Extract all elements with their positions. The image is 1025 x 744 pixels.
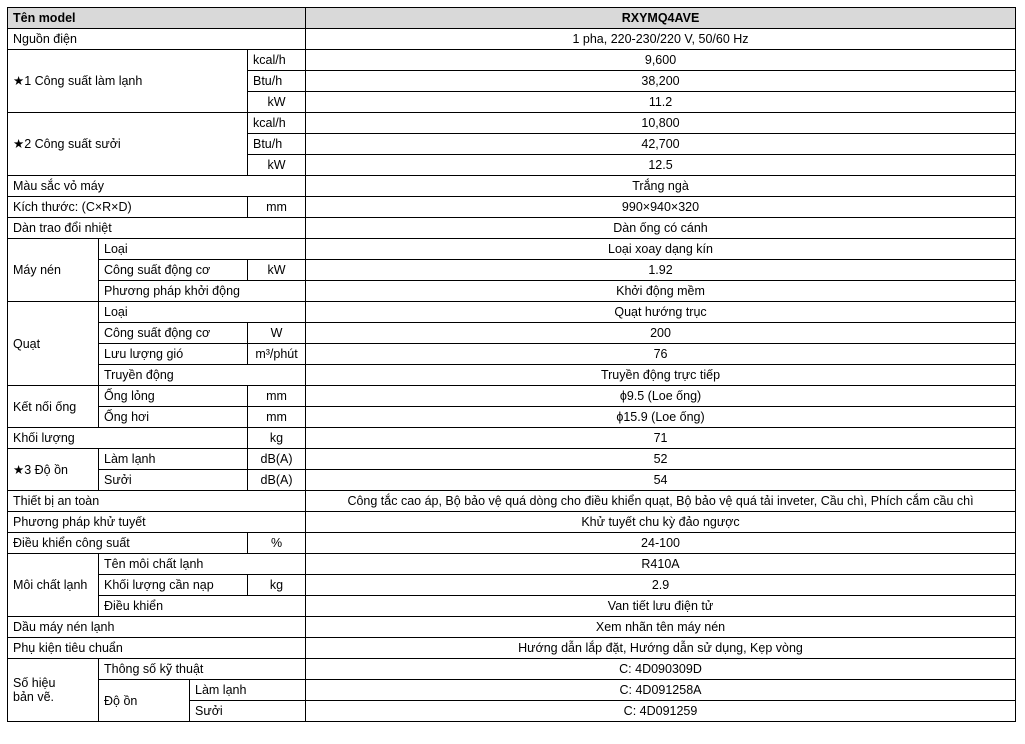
table-row xyxy=(8,512,1016,533)
unit-cell: dB(A) xyxy=(248,470,306,491)
row-label: Điều khiển công suất xyxy=(8,533,248,554)
group-label: Môi chất lạnh xyxy=(8,554,99,617)
unit-cell: mm xyxy=(248,407,306,428)
unit-cell: W xyxy=(248,323,306,344)
sub-label: Loại xyxy=(99,302,306,323)
drawing-label-line1: Số hiệu xyxy=(13,676,56,690)
row-label: Phương pháp khử tuyết xyxy=(8,512,306,533)
sub-label: Làm lạnh xyxy=(99,449,248,470)
sub-label: Khối lượng cần nạp xyxy=(99,575,248,596)
table-row xyxy=(8,554,1016,575)
table-row xyxy=(8,323,1016,344)
table-row xyxy=(8,428,1016,449)
sub-label: Sưởi xyxy=(190,701,306,722)
row-value: Quạt hướng trục xyxy=(306,302,1016,323)
row-label: Thiết bị an toàn xyxy=(8,491,306,512)
row-value: 52 xyxy=(306,449,1016,470)
row-value: 200 xyxy=(306,323,1016,344)
table-row xyxy=(8,29,1016,50)
table-row xyxy=(8,659,1016,680)
table-row xyxy=(8,449,1016,470)
row-value: ϕ15.9 (Loe ống) xyxy=(306,407,1016,428)
sub-label: Công suất động cơ xyxy=(99,323,248,344)
row-value: Loại xoay dạng kín xyxy=(306,239,1016,260)
table-row xyxy=(8,407,1016,428)
row-value: Truyền động trực tiếp xyxy=(306,365,1016,386)
row-value: 1.92 xyxy=(306,260,1016,281)
sub-label: Độ ồn xyxy=(99,680,190,722)
row-value: 10,800 xyxy=(306,113,1016,134)
unit-cell: mm xyxy=(248,197,306,218)
unit-cell: kg xyxy=(248,575,306,596)
row-label: Dàn trao đổi nhiệt xyxy=(8,218,306,239)
unit-cell: % xyxy=(248,533,306,554)
row-value: C: 4D091258A xyxy=(306,680,1016,701)
group-label: Kết nối ống xyxy=(8,386,99,428)
row-value: 38,200 xyxy=(306,71,1016,92)
unit-cell: m³/phút xyxy=(248,344,306,365)
table-row xyxy=(8,386,1016,407)
row-label: Khối lượng xyxy=(8,428,248,449)
table-row xyxy=(8,197,1016,218)
row-value: C: 4D091259 xyxy=(306,701,1016,722)
row-value: 24-100 xyxy=(306,533,1016,554)
group-label: Máy nén xyxy=(8,239,99,302)
table-row xyxy=(8,239,1016,260)
row-value: 54 xyxy=(306,470,1016,491)
drawing-label-line2: bản vẽ. xyxy=(13,690,55,704)
sub-label: Công suất động cơ xyxy=(99,260,248,281)
row-value: Công tắc cao áp, Bộ bảo vệ quá dòng cho điều khiển quạt, Bộ bảo vệ quá tải inveter, Cầu chì, Phích cắm cầu chì xyxy=(306,491,1016,512)
row-label: ★2 Công suất sưởi xyxy=(8,113,248,176)
row-label: Kích thước: (C×R×D) xyxy=(8,197,248,218)
row-value: 42,700 xyxy=(306,134,1016,155)
table-row xyxy=(8,113,1016,134)
model-value: RXYMQ4AVE xyxy=(306,8,1016,29)
table-row xyxy=(8,8,1016,29)
sub-label: Lưu lượng gió xyxy=(99,344,248,365)
row-label: Dầu máy nén lạnh xyxy=(8,617,306,638)
unit-cell: kW xyxy=(248,260,306,281)
row-value: 9,600 xyxy=(306,50,1016,71)
row-value: Dàn ống có cánh xyxy=(306,218,1016,239)
sub-label: Loại xyxy=(99,239,306,260)
group-label: ★3 Độ ồn xyxy=(8,449,99,491)
sub-label: Ống lỏng xyxy=(99,386,248,407)
row-value: 11.2 xyxy=(306,92,1016,113)
spec-table xyxy=(7,7,1016,722)
table-row xyxy=(8,218,1016,239)
table-row xyxy=(8,617,1016,638)
row-value: 71 xyxy=(306,428,1016,449)
table-row xyxy=(8,680,1016,701)
row-value: 12.5 xyxy=(306,155,1016,176)
row-value: 990×940×320 xyxy=(306,197,1016,218)
row-value: 2.9 xyxy=(306,575,1016,596)
sub-label: Làm lạnh xyxy=(190,680,306,701)
row-value: Van tiết lưu điện tử xyxy=(306,596,1016,617)
row-value: Xem nhãn tên máy nén xyxy=(306,617,1016,638)
table-row xyxy=(8,260,1016,281)
row-label: Nguồn điện xyxy=(8,29,306,50)
unit-cell: kcal/h xyxy=(248,113,306,134)
table-row xyxy=(8,302,1016,323)
table-row xyxy=(8,365,1016,386)
table-row xyxy=(8,176,1016,197)
row-label: Màu sắc vỏ máy xyxy=(8,176,306,197)
table-row xyxy=(8,533,1016,554)
table-row xyxy=(8,575,1016,596)
unit-cell: mm xyxy=(248,386,306,407)
row-value: Trắng ngà xyxy=(306,176,1016,197)
table-row xyxy=(8,470,1016,491)
unit-cell: kg xyxy=(248,428,306,449)
unit-cell: Btu/h xyxy=(248,134,306,155)
table-row xyxy=(8,491,1016,512)
row-value: Khử tuyết chu kỳ đảo ngược xyxy=(306,512,1016,533)
sub-label: Điều khiển xyxy=(99,596,306,617)
unit-cell: Btu/h xyxy=(248,71,306,92)
unit-cell: dB(A) xyxy=(248,449,306,470)
sub-label: Thông số kỹ thuật xyxy=(99,659,306,680)
row-label: Phụ kiện tiêu chuẩn xyxy=(8,638,306,659)
unit-cell: kcal/h xyxy=(248,50,306,71)
sub-label: Truyền động xyxy=(99,365,306,386)
row-value: R410A xyxy=(306,554,1016,575)
unit-cell: kW xyxy=(248,92,306,113)
row-value: Hướng dẫn lắp đặt, Hướng dẫn sử dụng, Kẹp vòng xyxy=(306,638,1016,659)
row-value: 76 xyxy=(306,344,1016,365)
row-value: Khởi động mềm xyxy=(306,281,1016,302)
row-value: 1 pha, 220-230/220 V, 50/60 Hz xyxy=(306,29,1016,50)
sub-label: Sưởi xyxy=(99,470,248,491)
table-row xyxy=(8,281,1016,302)
table-row xyxy=(8,50,1016,71)
group-label: Quạt xyxy=(8,302,99,386)
row-value: C: 4D090309D xyxy=(306,659,1016,680)
unit-cell: kW xyxy=(248,155,306,176)
table-row xyxy=(8,638,1016,659)
group-label xyxy=(8,659,99,722)
sub-label: Tên môi chất lạnh xyxy=(99,554,306,575)
sub-label: Phương pháp khởi động xyxy=(99,281,306,302)
table-row xyxy=(8,344,1016,365)
sub-label: Ống hơi xyxy=(99,407,248,428)
table-row xyxy=(8,596,1016,617)
row-value: ϕ9.5 (Loe ống) xyxy=(306,386,1016,407)
model-label: Tên model xyxy=(8,8,306,29)
row-label: ★1 Công suất làm lạnh xyxy=(8,50,248,113)
